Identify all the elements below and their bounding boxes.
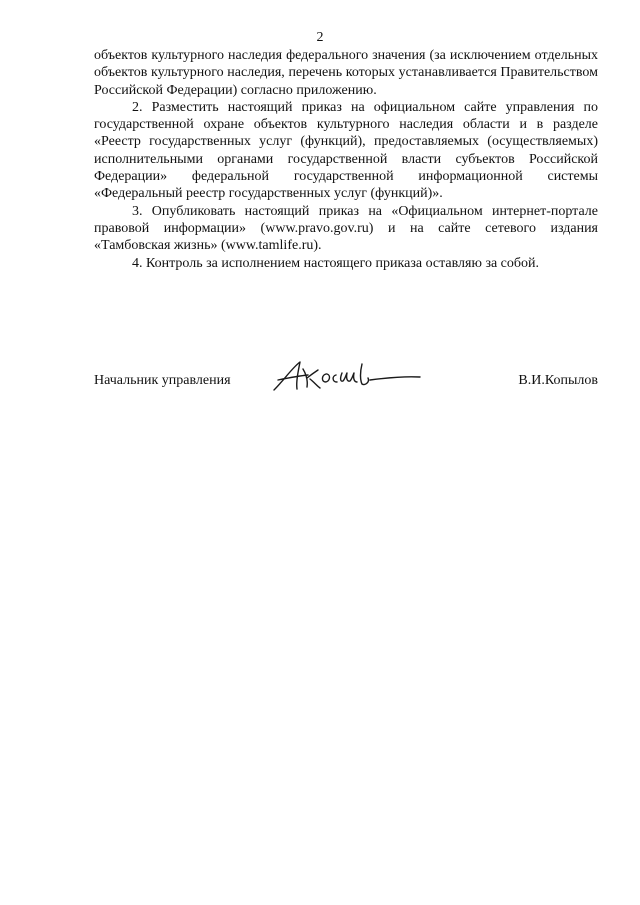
signatory-position: Начальник управления bbox=[94, 373, 231, 388]
paragraph-item-3: 3. Опубликовать настоящий приказ на «Официальном интернет-портале правовой информации» (www.pravo.gov.ru) и на сайте сетевого издания «Тамбовская жизнь» (www.tamlife.ru). bbox=[94, 203, 598, 254]
document-body bbox=[94, 47, 598, 272]
paragraph-continuation: объектов культурного наследия федерального значения (за исключением отдельных объектов культурного наследия, перечень которых устанавливается Правительством Российской Федерации) согласно приложению. bbox=[94, 48, 598, 98]
page-number: 2 bbox=[316, 30, 324, 45]
paragraph-item-4: 4. Контроль за исполнением настоящего приказа оставляю за собой. bbox=[132, 255, 540, 271]
paragraph-item-2: 2. Разместить настоящий приказ на официальном сайте управления по государственной охране объектов культурного наследия области и в разделе «Реестр государственных услуг (функций), предоставляемых (осуществляемых) исполнительными органами государственной власти субъектов Российской Федерации» федеральной государственной информационной системы «Федеральный реестр государственных услуг (функций)». bbox=[94, 99, 598, 202]
handwritten-signature bbox=[270, 360, 430, 392]
signatory-name: В.И.Копылов bbox=[518, 373, 598, 388]
signature-block bbox=[94, 360, 598, 392]
